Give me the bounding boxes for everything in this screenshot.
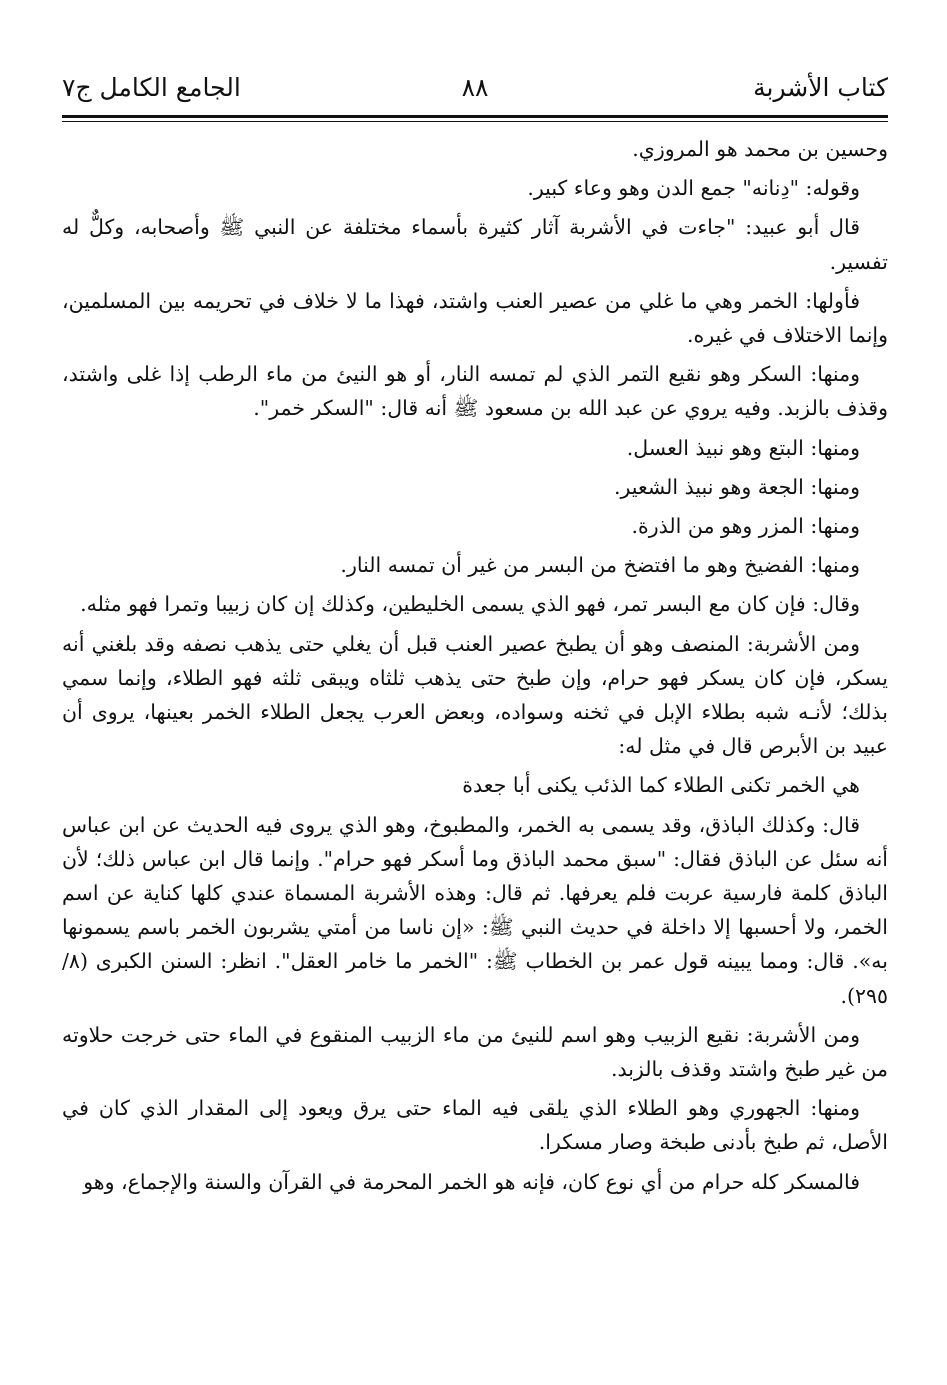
paragraph: وقال: فإن كان مع البسر تمر، فهو الذي يسمى الخليطين، وكذلك إن كان زبيبا وتمرا فهو مثله. (80, 592, 860, 617)
paragraph: ومنها: البتع وهو نبيذ العسل. (626, 435, 860, 460)
header-rule-thick (62, 115, 888, 118)
paragraph: ومنها: الجعة وهو نبيذ الشعير. (613, 474, 860, 499)
header-rule-thin (62, 121, 888, 122)
page-header (62, 70, 888, 106)
paragraph: ومن الأشربة: المنصف وهو أن يطبخ عصير العنب قبل أن يغلي حتى يذهب نصفه وقد بلغني أنه يسكر، فإن كان يسكر فهو حرام، وإن طبخ حتى يذهب ثلثاه ويبقى ثلثه فهو الطلاء، وإنما سمي بذلك؛ لأنـه شبه بطلاء الإبل في ثخنه وسواده، وبعض العرب يجعل الطلاء الخمر بعينها، يروى أن عبيد بن الأبرص قال في مثل له: (62, 631, 888, 759)
paragraph: ومنها: الجهوري وهو الطلاء الذي يلقى فيه الماء حتى يرق ويعود إلى المقدار الذي كان في الأصل، ثم طبخ بأدنى طبخة وصار مسكرا. (62, 1096, 888, 1155)
paragraph: فأولها: الخمر وهي ما غلي من عصير العنب واشتد، فهذا ما لا خلاف في تحريمه بين المسلمين، وإنما الاختلاف في غيره. (62, 288, 888, 348)
paragraph: فالمسكر كله حرام من أي نوع كان، فإنه هو الخمر المحرمة في القرآن والسنة والإجماع، وهو (83, 1169, 860, 1194)
book-title: كتاب الأشربة (753, 73, 888, 102)
paragraph: وقوله: "دِنانه" جمع الدن وهو وعاء كبير. (527, 176, 860, 201)
series-title: الجامع الكامل ج٧ (62, 73, 241, 102)
body-text (62, 132, 888, 1204)
paragraph: قال: وكذلك الباذق، وقد يسمى به الخمر، والمطبوخ، وهو الذي يروى فيه الحديث عن ابن عباس أنه سئل عن الباذق فقال: "سبق محمد الباذق وما أسكر فهو حرام". وإنما قال ابن عباس ذلك؛ لأن الباذق كلمة فارسية عربت فلم يعرفها. ثم قال: وهذه الأشربة المسماة عندي كلها كناية عن اسم الخمر، ولا أحسبها إلا داخلة في حديث النبي ﷺ: «إن ناسا من أمتي يشربون الخمر باسم يسمونها به». قال: ومما يبينه قول عمر بن الخطاب ﷺ: "الخمر ما خامر العقل". انظر: السنن الكبرى (٨/ ٢٩٥). (62, 812, 888, 1008)
paragraph: ومنها: الفضيخ وهو ما افتضخ من البسر من غير أن تمسه النار. (340, 553, 860, 578)
paragraph: قال أبو عبيد: "جاءت في الأشربة آثار كثيرة بأسماء مختلفة عن النبي ﷺ وأصحابه، وكلٌّ له تفسير. (62, 215, 888, 274)
paragraph: ومنها: المزر وهو من الذرة. (631, 514, 860, 539)
paragraph: وحسين بن محمد هو المروزي. (632, 137, 888, 161)
paragraph: ومنها: السكر وهو نقيع التمر الذي لم تمسه النار، أو هو النيئ من ماء الرطب إذا غلى واشتد، وقذف بالزبد. وفيه يروي عن عبد الله بن مسعود ﷺ أنه قال: "السكر خمر". (62, 362, 888, 421)
page-number: ٨٨ (461, 73, 489, 102)
verse-line: هي الخمر تكنى الطلاء كما الذئب يكنى أبا جعدة (462, 773, 860, 798)
paragraph: ومن الأشربة: نقيع الزبيب وهو اسم للنيئ من ماء الزبيب المنقوع في الماء حتى خرجت حلاوته من غير طبخ واشتد وقذف بالزبد. (62, 1022, 888, 1082)
